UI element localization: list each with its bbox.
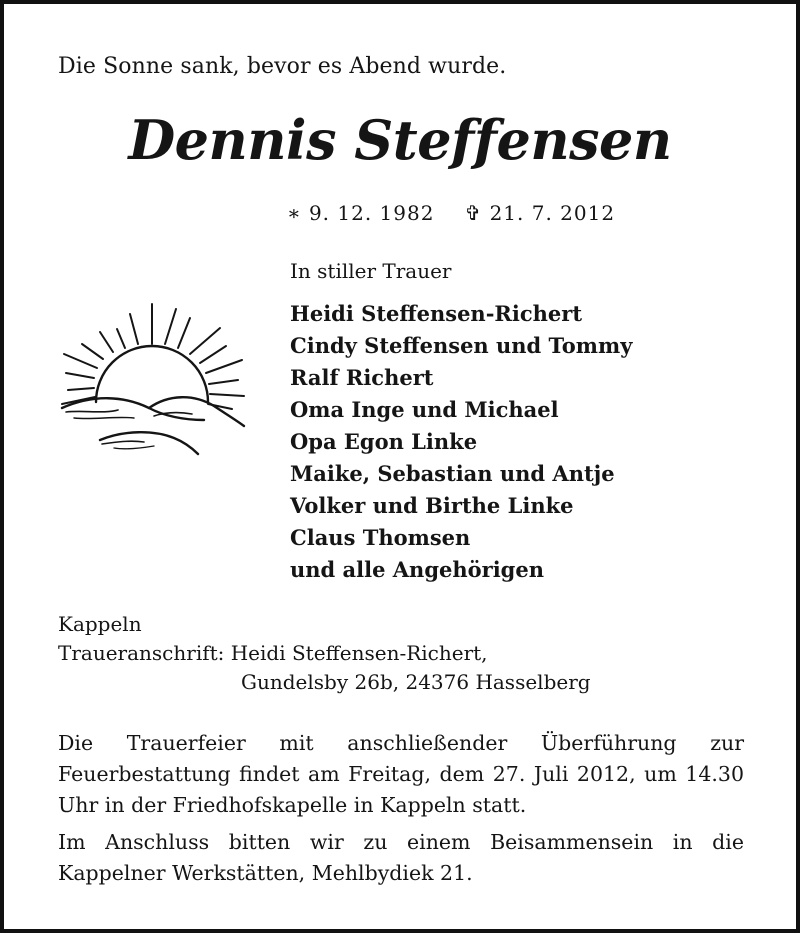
birth-date: ∗ 9. 12. 1982 bbox=[287, 201, 435, 225]
place-name: Kappeln bbox=[58, 612, 142, 636]
mourner-name: Cindy Steffensen und Tommy bbox=[290, 333, 633, 358]
mourner-name: Opa Egon Linke bbox=[290, 429, 478, 454]
mourning-intro: In stiller Trauer bbox=[290, 259, 452, 283]
mourner-name: Claus Thomsen bbox=[290, 525, 471, 550]
motto-text: Die Sonne sank, bevor es Abend wurde. bbox=[58, 54, 507, 79]
mourner-name: Oma Inge und Michael bbox=[290, 397, 559, 422]
address-line: Gundelsby 26b, 24376 Hasselberg bbox=[241, 670, 591, 694]
ceremony-text: Die Trauerfeier mit anschließender Überführung zur Feuerbestattung findet am Freitag, dem 27. Juli 2012, um 14.30 Uhr in der Friedhofskapelle in Kappeln statt. bbox=[58, 731, 744, 817]
mourners-list bbox=[290, 298, 632, 586]
sunset-illustration bbox=[54, 294, 249, 464]
deceased-name: Dennis Steffensen bbox=[128, 108, 672, 172]
address-block bbox=[58, 610, 591, 697]
mourner-name: Ralf Richert bbox=[290, 365, 434, 390]
gathering-text: Im Anschluss bitten wir zu einem Beisammensein in die Kappelner Werkstätten, Mehlbydiek 21. bbox=[58, 830, 744, 885]
mourner-name: Heidi Steffensen-Richert bbox=[290, 301, 583, 326]
mourner-name: und alle Angehörigen bbox=[290, 557, 544, 582]
address-line: Traueranschrift: Heidi Steffensen-Richert, bbox=[58, 641, 488, 665]
mourner-name: Volker und Birthe Linke bbox=[290, 493, 574, 518]
mourner-name: Maike, Sebastian und Antje bbox=[290, 461, 615, 486]
life-dates bbox=[287, 201, 615, 225]
death-date: ✞ 21. 7. 2012 bbox=[464, 201, 616, 225]
